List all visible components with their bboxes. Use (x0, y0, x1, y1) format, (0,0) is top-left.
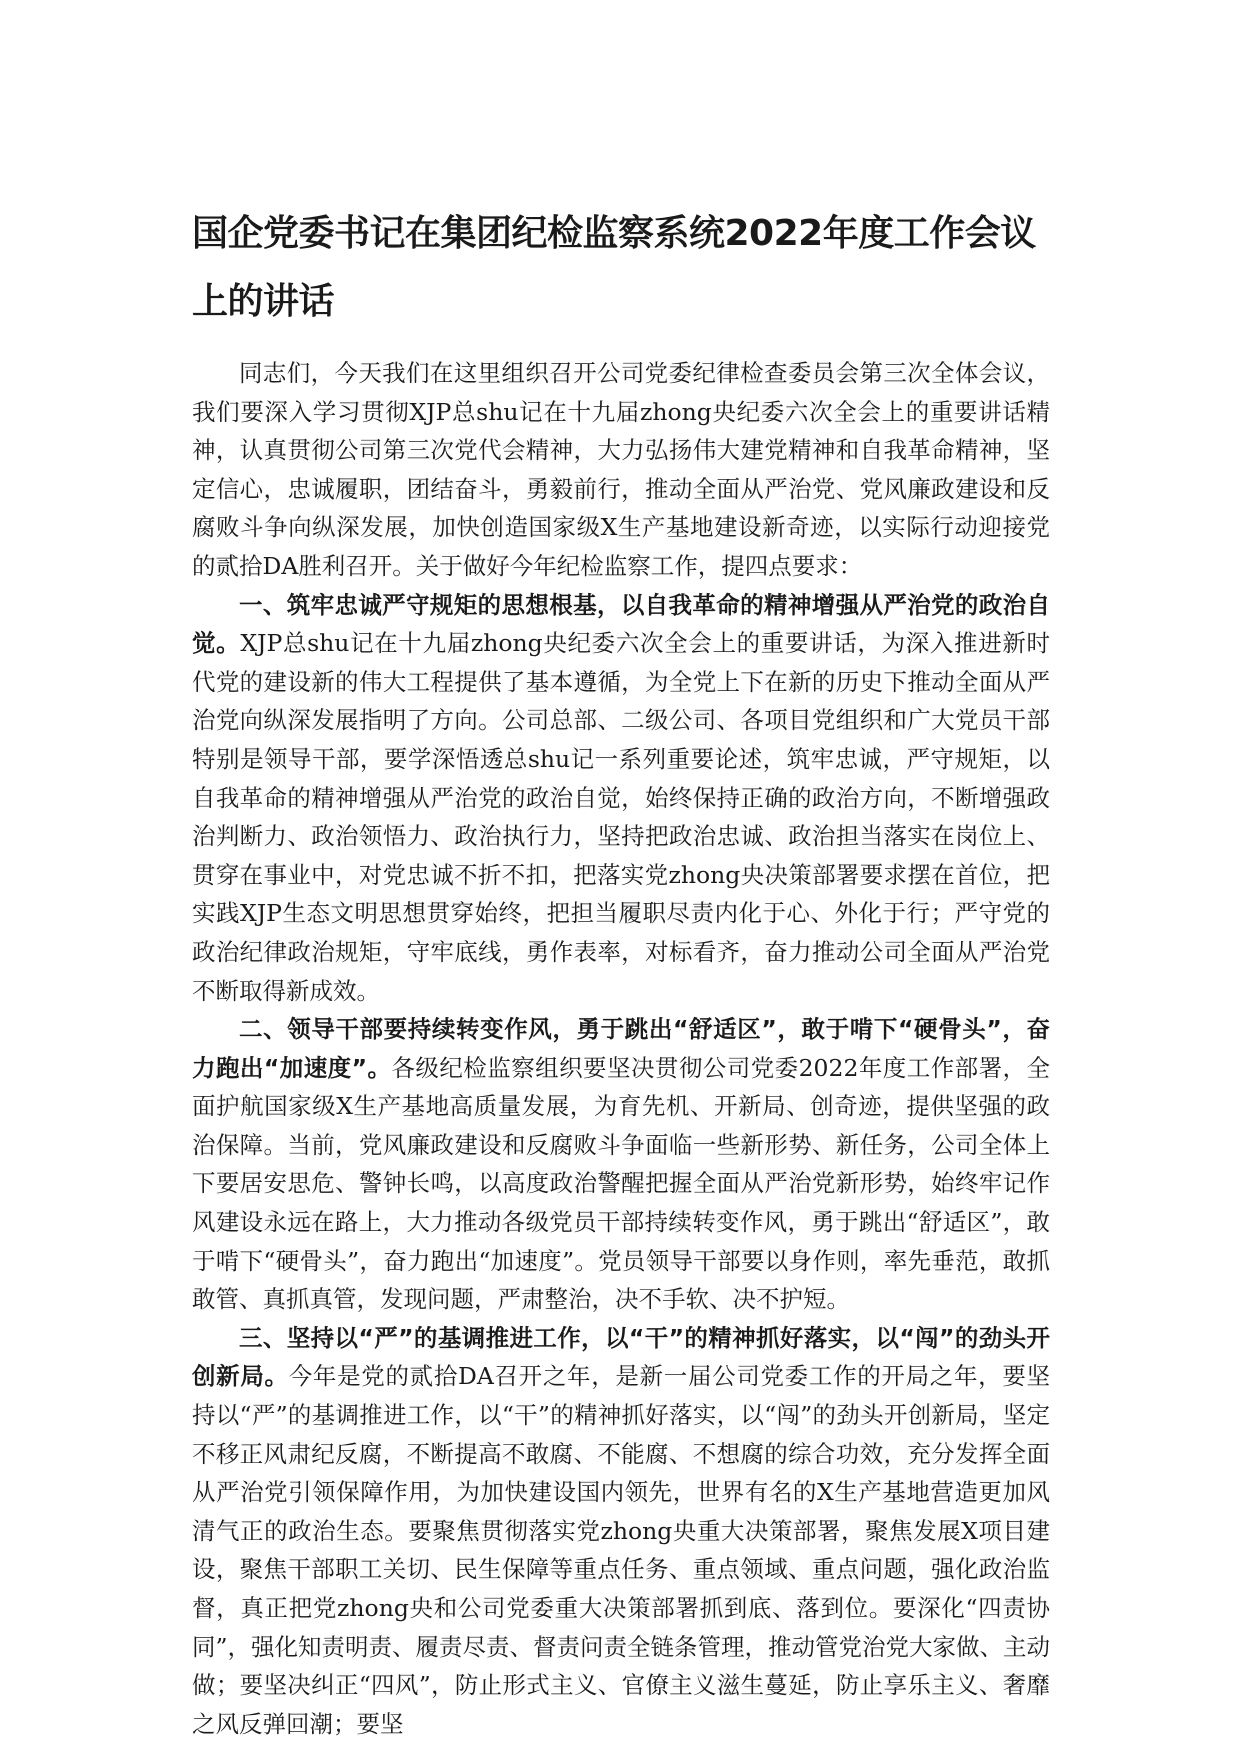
paragraph-point-1 (192, 586, 1050, 1011)
paragraph-text: 各级纪检监察组织要坚决贯彻公司党委2022年度工作部署，全面护航国家级X生产基地高质量发展，为育先机、开新局、创奇迹，提供坚强的政治保障。当前，党风廉政建设和反腐败斗争面临一些新形势、新任务，公司全体上下要居安思危、警钟长鸣，以高度政治警醒把握全面从严治党新形势，始终牢记作风建设永远在路上，大力推动各级党员干部持续转变作风，勇于跳出“舒适区”，敢于啃下“硬骨头”，奋力跑出“加速度”。党员领导干部要以身作则，率先垂范，敢抓敢管、真抓真管，发现问题，严肃整治，决不手软、决不护短。 (192, 1053, 1051, 1314)
paragraph-heading: 三、坚持以“严”的基调推进工作，以“干”的精神抓好落实，以“闯”的劲头开创新局。 (192, 1323, 1050, 1391)
document-page (192, 200, 1050, 1743)
paragraph-text: XJP总shu记在十九届zhong央纪委六次全会上的重要讲话，为深入推进新时代党的建设新的伟大工程提供了基本遵循，为全党上下在新的历史下推动全面从严治党向纵深发展指明了方向。公司总部、二级公司、各项目党组织和广大党员干部特别是领导干部，要学深悟透总shu记一系列重要论述，筑牢忠诚，严守规矩，以自我革命的精神增强从严治党的政治自觉，始终保持正确的政治方向，不断增强政治判断力、政治领悟力、政治执行力，坚持把政治忠诚、政治担当落实在岗位上、贯穿在事业中，对党忠诚不折不扣，把落实党zhong央决策部署要求摆在首位，把实践XJP生态文明思想贯穿始终，把担当履职尽责内化于心、外化于行；严守党的政治纪律政治规矩，守牢底线，勇作表率，对标看齐，奋力推动公司全面从严治党不断取得新成效。 (192, 629, 1051, 1005)
paragraph-point-2 (192, 1010, 1050, 1319)
document-title: 国企党委书记在集团纪检监察系统2022年度工作会议上的讲话 (192, 213, 1036, 322)
paragraph-text: 同志们，今天我们在这里组织召开公司党委纪律检查委员会第三次全体会议，我们要深入学习贯彻XJP总shu记在十九届zhong央纪委六次全会上的重要讲话精神，认真贯彻公司第三次党代会精神，大力弘扬伟大建党精神和自我革命精神，坚定信心，忠诚履职，团结奋斗，勇毅前行，推动全面从严治党、党风廉政建设和反腐败斗争向纵深发展，加快创造国家级X生产基地建设新奇迹，以实际行动迎接党的贰拾DA胜利召开。关于做好今年纪检监察工作，提四点要求： (192, 359, 1050, 580)
paragraph-text: 今年是党的贰拾DA召开之年，是新一届公司党委工作的开局之年，要坚持以“严”的基调推进工作，以“干”的精神抓好落实，以“闯”的劲头开创新局，坚定不移正风肃纪反腐，不断提高不敢腐、不能腐、不想腐的综合功效，充分发挥全面从严治党引领保障作用，为加快建设国内领先，世界有名的X生产基地营造更加风清气正的政治生态。要聚焦贯彻落实党zhong央重大决策部署，聚焦发展X项目建设，聚焦干部职工关切、民生保障等重点任务、重点领域、重点问题，强化政治监督，真正把党zhong央和公司党委重大决策部署抓到底、落到位。要深化“四责协同”，强化知责明责、履责尽责、督责问责全链条管理，推动管党治党大家做、主动做；要坚决纠正“四风”，防止形式主义、官僚主义滋生蔓延，防止享乐主义、奢靡之风反弹回潮；要坚 (192, 1362, 1051, 1738)
paragraph-heading: 二、领导干部要持续转变作风，勇于跳出“舒适区”，敢于啃下“硬骨头”，奋力跑出“加速度”。 (192, 1015, 1050, 1082)
paragraph-point-3 (192, 1319, 1050, 1744)
paragraph-intro (192, 354, 1050, 586)
paragraph-heading: 一、筑牢忠诚严守规矩的思想根基，以自我革命的精神增强从严治党的政治自觉。 (192, 590, 1050, 658)
